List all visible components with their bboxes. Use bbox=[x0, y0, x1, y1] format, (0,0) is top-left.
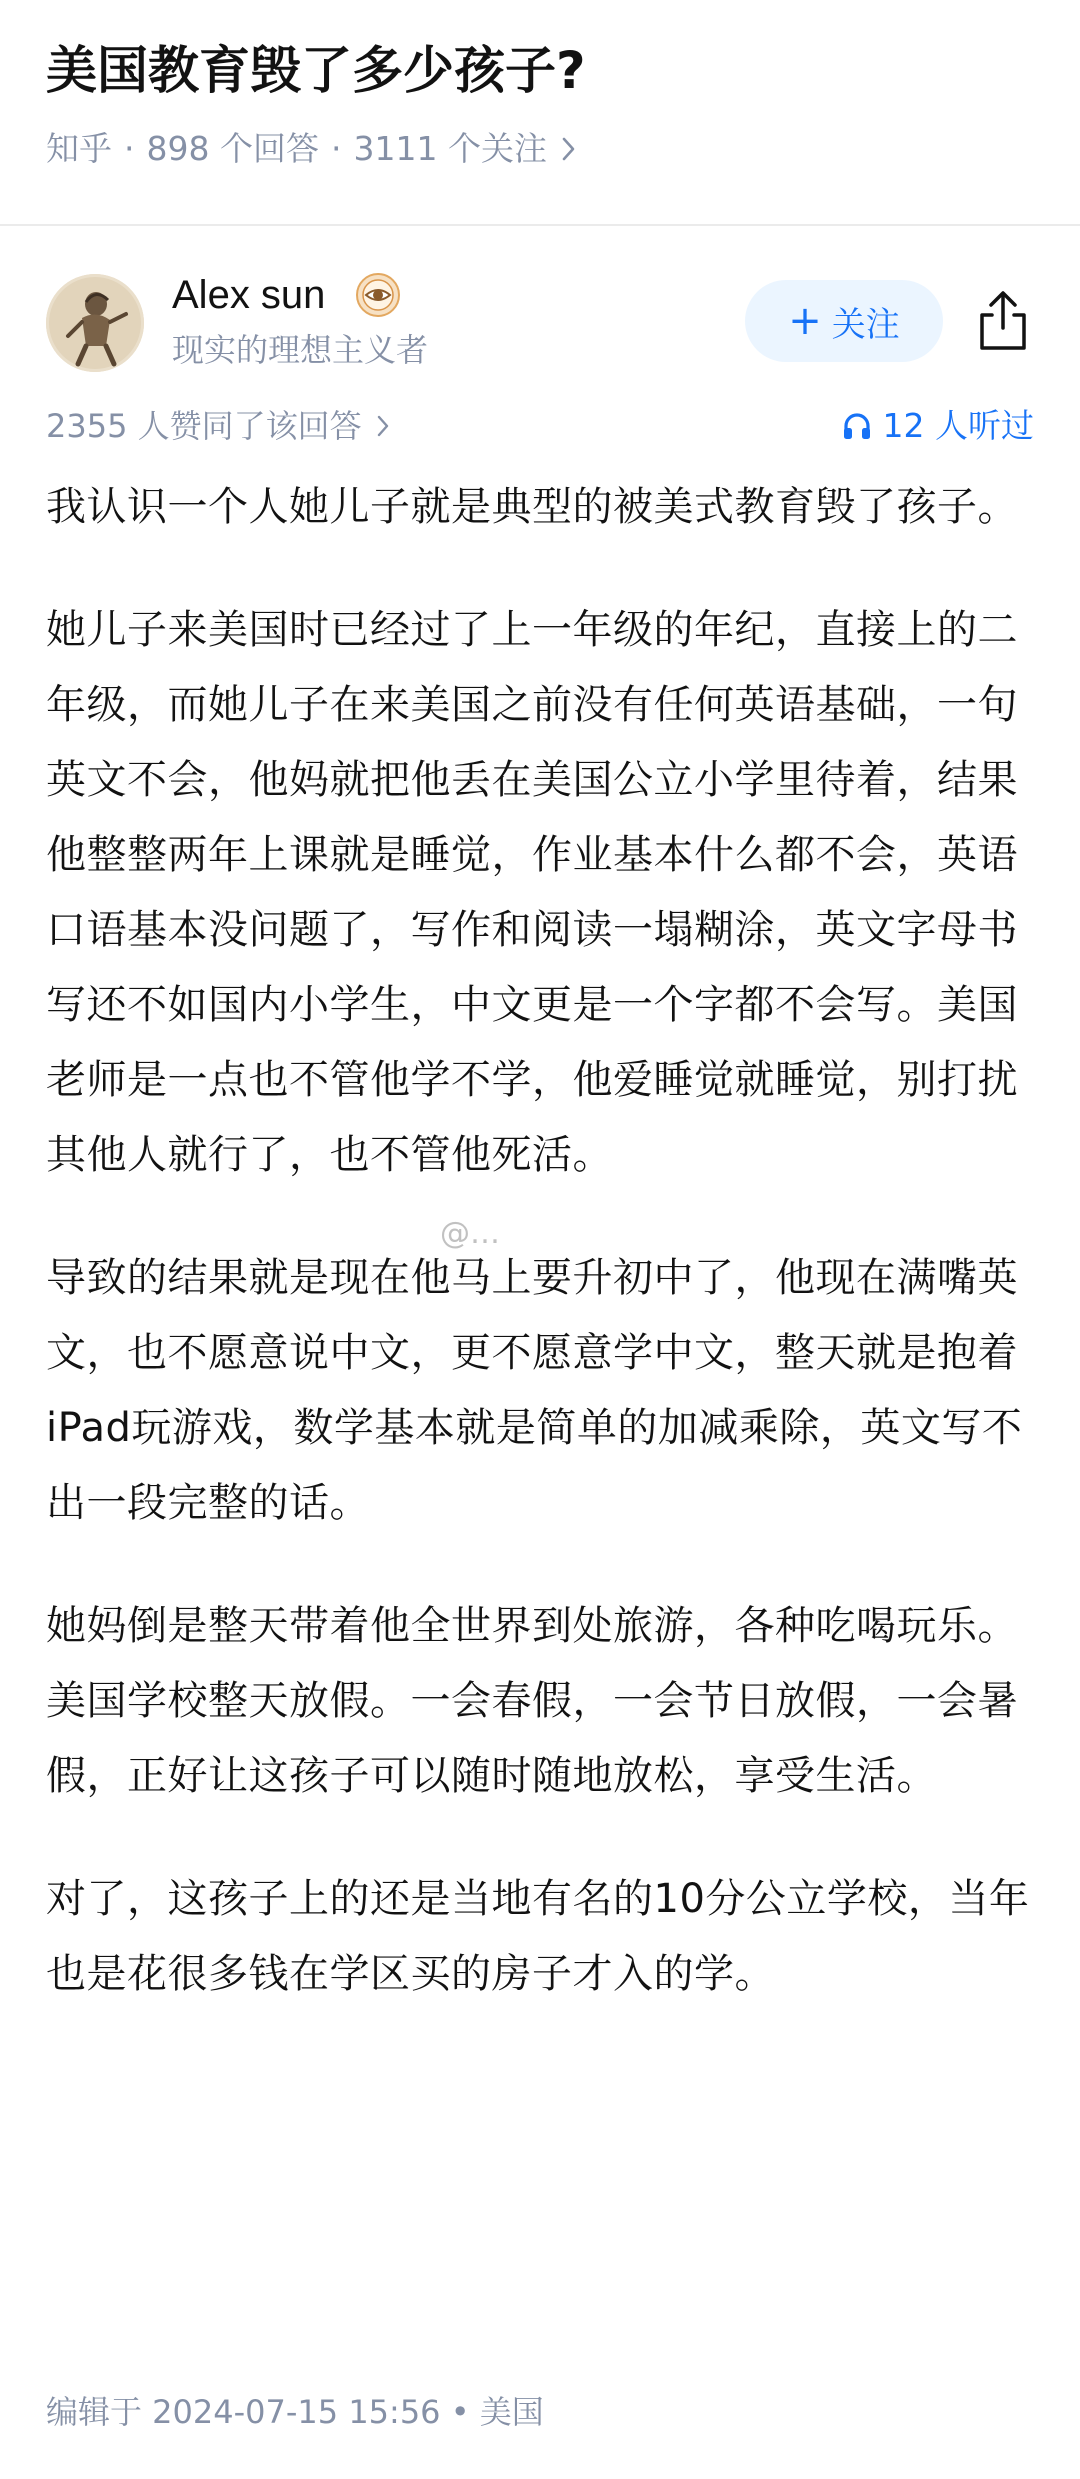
watermark: @… bbox=[440, 1216, 500, 1251]
source-label: 知乎 bbox=[46, 129, 112, 168]
author-name[interactable]: Alex sun bbox=[172, 273, 326, 317]
follow-button[interactable] bbox=[745, 280, 943, 362]
headphones-icon bbox=[841, 410, 873, 442]
avatar[interactable] bbox=[46, 274, 144, 372]
meta-separator: · bbox=[330, 129, 342, 168]
share-icon[interactable] bbox=[972, 288, 1034, 354]
header-divider bbox=[0, 224, 1080, 226]
answer-paragraph: 她儿子来美国时已经过了上一年级的年纪，直接上的二年级，而她儿子在来美国之前没有任何英语基础，一句英文不会，他妈就把他丢在美国公立小学里待着，结果他整整两年上课就是睡觉，作业基本什么都不会，英语口语基本没问题了，写作和阅读一塌糊涂，英文字母书写还不如国内小学生，中文更是一个字都不会写。美国老师是一点也不管他学不学，他爱睡觉就睡觉，别打扰其他人就行了，也不管他死活。 bbox=[46, 607, 1018, 1178]
question-header bbox=[0, 0, 1080, 224]
answer-content bbox=[46, 470, 1046, 2060]
edited-timestamp: 编辑于 2024-07-15 15:56 • 美国 bbox=[46, 2393, 544, 2431]
author-bio: 现实的理想主义者 bbox=[172, 331, 429, 369]
follow-label: 关注 bbox=[831, 304, 900, 345]
listener-count: 12 人听过 bbox=[882, 406, 1034, 445]
question-meta[interactable] bbox=[46, 126, 577, 172]
answer-paragraph: 导致的结果就是现在他马上要升初中了，他现在满嘴英文，也不愿意说中文，更不愿意学中文，整天就是抱着iPad玩游戏，数学基本就是简单的加减乘除，英文写不出一段完整的话。 bbox=[46, 1255, 1023, 1526]
meta-separator: · bbox=[124, 129, 135, 168]
listen-button[interactable] bbox=[841, 398, 1034, 454]
plus-icon: + bbox=[788, 298, 822, 344]
answer-count: 898 个回答 bbox=[146, 129, 319, 168]
vote-summary[interactable] bbox=[46, 398, 390, 454]
answer-paragraph: 她妈倒是整天带着他全世界到处旅游，各种吃喝玩乐。美国学校整天放假。一会春假，一会节日放假，一会暑假，正好让这孩子可以随时随地放松，享受生活。 bbox=[46, 1603, 1018, 1799]
answer-paragraph: 对了，这孩子上的还是当地有名的10分公立学校，当年也是花很多钱在学区买的房子才入的学。 bbox=[46, 1876, 1030, 1997]
follower-count: 3111 个关注 bbox=[353, 129, 547, 168]
author-card bbox=[0, 250, 1080, 385]
vote-count: 2355 人赞同了该回答 bbox=[46, 407, 362, 445]
answer-stats bbox=[0, 398, 1080, 454]
chevron-right-icon bbox=[561, 136, 577, 162]
answer-paragraph: 我认识一个人她儿子就是典型的被美式教育毁了孩子。 bbox=[46, 484, 1018, 530]
chevron-right-icon bbox=[376, 414, 390, 438]
eye-badge-icon bbox=[355, 272, 401, 318]
question-title[interactable]: 美国教育毁了多少孩子? bbox=[46, 42, 586, 101]
